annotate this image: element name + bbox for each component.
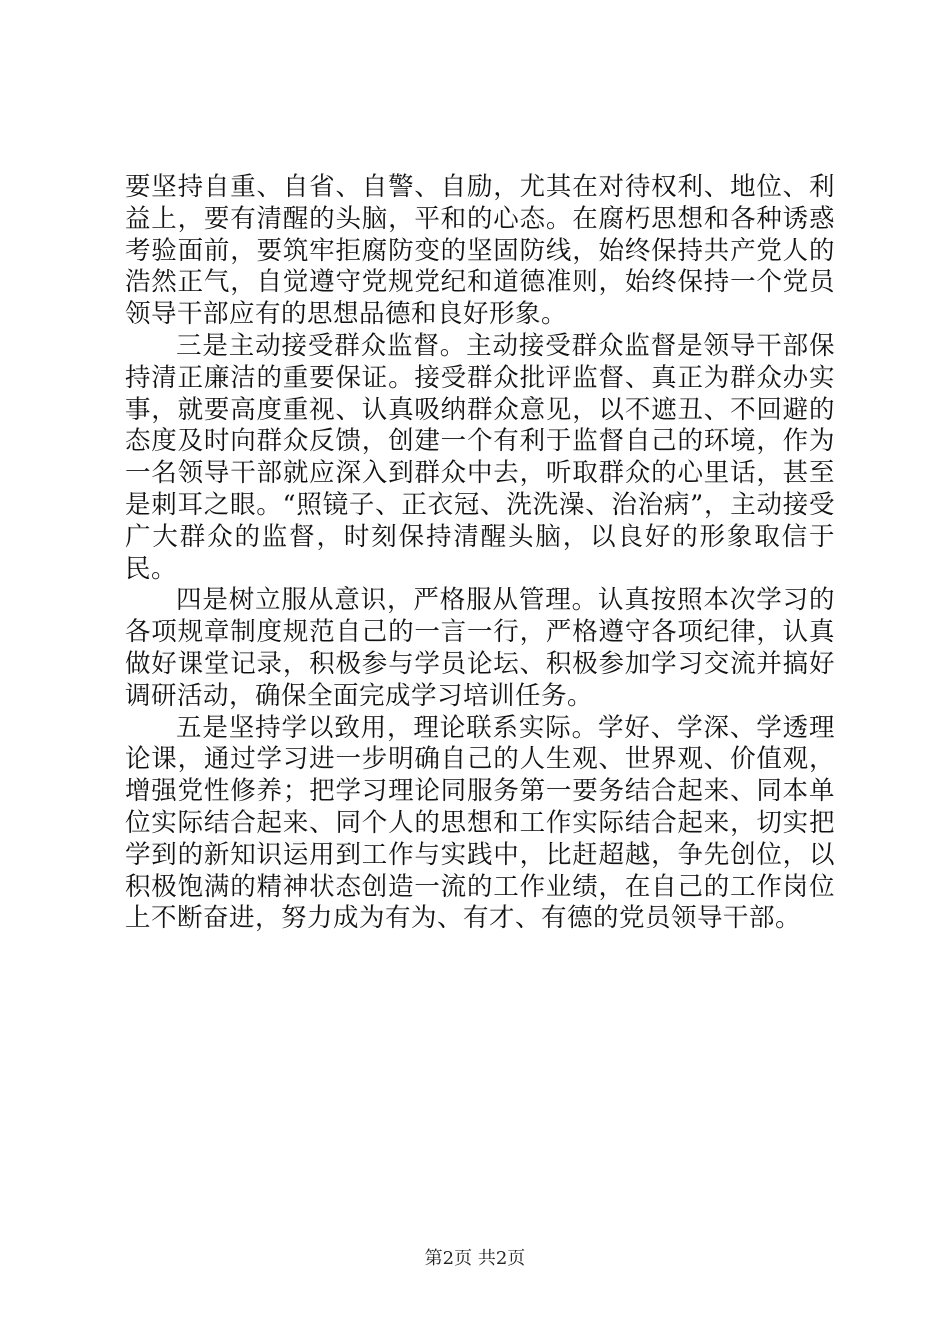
paragraph-point-three: 三是主动接受群众监督。主动接受群众监督是领导干部保持清正廉洁的重要保证。接受群众批评监督、真正为群众办实事，就要高度重视、认真吸纳群众意见，以不遮丑、不回避的态度及时向群众反馈，创建一个有利于监督自己的环境，作为一名领导干部就应深入到群众中去，听取群众的心里话，甚至是刺耳之眼。“照镜子、正衣冠、洗洗澡、治治病”，主动接受广大群众的监督，时刻保持清醒头脑，以良好的形象取信于民。 — [125, 330, 835, 584]
document-body — [125, 172, 835, 935]
paragraph-point-five: 五是坚持学以致用，理论联系实际。学好、学深、学透理论课，通过学习进一步明确自己的人生观、世界观、价值观，增强党性修养；把学习理论同服务第一要务结合起来、同本单位实际结合起来、同个人的思想和工作实际结合起来，切实把学到的新知识运用到工作与实践中，比赶超越，争先创位，以积极饱满的精神状态创造一流的工作业绩，在自己的工作岗位上不断奋进，努力成为有为、有才、有德的党员领导干部。 — [125, 712, 835, 934]
paragraph-point-four: 四是树立服从意识，严格服从管理。认真按照本次学习的各项规章制度规范自己的一言一行，严格遵守各项纪律，认真做好课堂记录，积极参与学员论坛、积极参加学习交流并搞好调研活动，确保全面完成学习培训任务。 — [125, 585, 835, 711]
paragraph-continuation: 要坚持自重、自省、自警、自励，尤其在对待权利、地位、利益上，要有清醒的头脑，平和的心态。在腐朽思想和各种诱惑考验面前，要筑牢拒腐防变的坚固防线，始终保持共产党人的浩然正气，自觉遵守党规党纪和道德准则，始终保持一个党员领导干部应有的思想品德和良好形象。 — [125, 172, 835, 330]
page-footer: 第2页 共2页 — [424, 1248, 526, 1269]
